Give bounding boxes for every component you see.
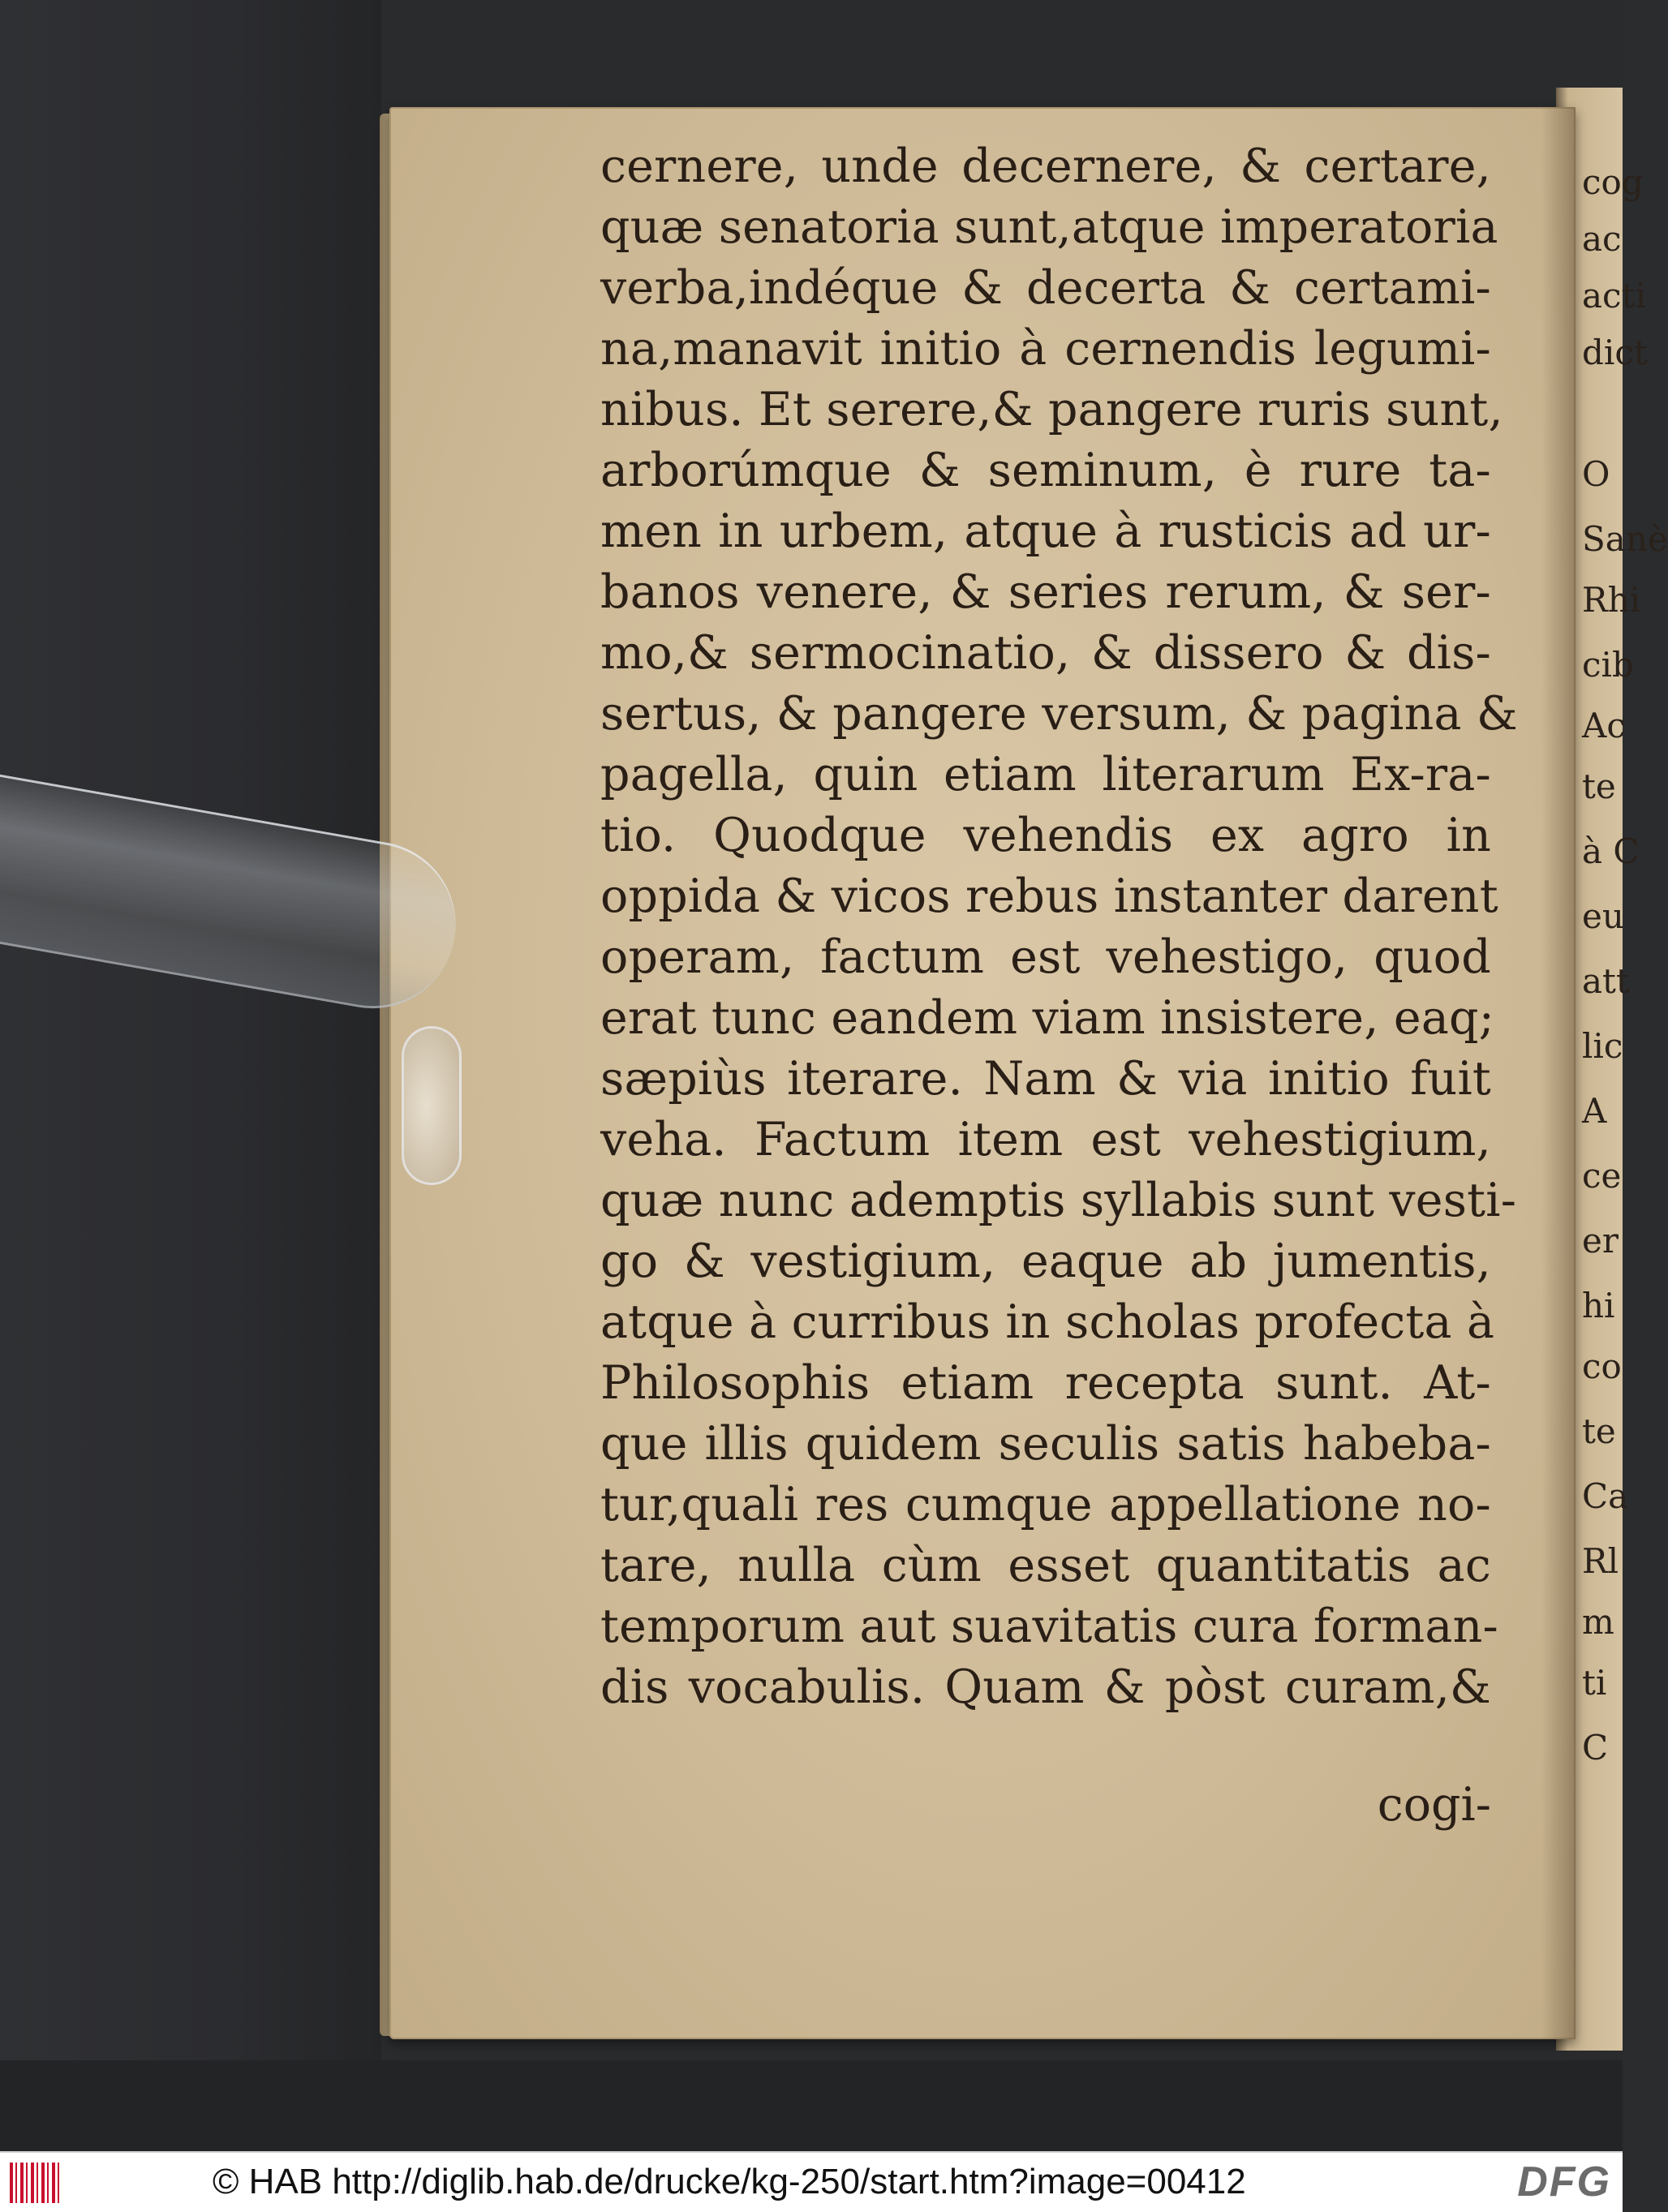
text-line: sæpiùs iterare. Nam & via initio fuit <box>600 1052 1491 1106</box>
facing-page-fragment: Ac <box>1582 706 1626 745</box>
facing-page-fragment: hi <box>1582 1286 1615 1325</box>
text-line: oppida & vicos rebus instanter darent <box>600 870 1498 923</box>
text-line: pagella, quin etiam literarum Ex-ra- <box>600 748 1491 801</box>
facing-page-fragment: dict <box>1582 333 1648 372</box>
text-line: banos venere, & series rerum, & ser- <box>600 565 1491 619</box>
footer-bar <box>0 2151 1623 2212</box>
facing-page-fragment: à C <box>1582 831 1640 871</box>
facing-page-fragment: C <box>1582 1728 1609 1767</box>
facing-page-fragment: Sanè <box>1582 519 1668 559</box>
text-line: quæ nunc ademptis syllabis sunt vesti- <box>600 1174 1517 1227</box>
facing-page-fragment: er <box>1582 1221 1619 1261</box>
text-line: que illis quidem seculis satis habeba- <box>600 1417 1491 1471</box>
facing-page-fragment: te <box>1582 1411 1616 1451</box>
text-line: operam, factum est vehestigo, quod <box>600 930 1491 984</box>
facing-page-fragment: acti <box>1582 276 1646 316</box>
text-line: tare, nulla cùm esset quantitatis ac <box>600 1539 1491 1592</box>
text-line: cernere, unde decernere, & certare, <box>600 140 1491 193</box>
text-line: atque à curribus in scholas profecta à <box>600 1295 1495 1349</box>
facing-page-fragment: co <box>1582 1347 1622 1386</box>
text-line: quæ senatoria sunt,atque imperatoria <box>600 200 1498 254</box>
text-line: dis vocabulis. Quam & pòst curam,& <box>600 1660 1491 1714</box>
text-line: tio. Quodque vehendis ex agro in <box>600 809 1491 862</box>
gutter-shadow <box>1541 107 1576 2039</box>
text-line: mo,& sermocinatio, & dissero & dis- <box>600 626 1491 680</box>
text-line: tur,quali res cumque appellatione no- <box>600 1478 1491 1531</box>
facing-page-fragment: m <box>1582 1602 1614 1642</box>
text-line: arborúmque & seminum, è rure ta- <box>600 444 1491 497</box>
facing-page-fragment: Rl <box>1582 1541 1619 1581</box>
facing-page-fragment: cog <box>1582 162 1644 202</box>
background-cloth <box>0 0 381 2151</box>
text-line: verba,indéque & decerta & certami- <box>600 261 1491 315</box>
glass-weight-tip <box>402 1026 462 1185</box>
text-line: na,manavit initio à cernendis legumi- <box>600 322 1491 376</box>
text-line: erat tunc eandem viam insistere, eaq; <box>600 991 1495 1045</box>
facing-page-fragment: O <box>1582 454 1610 494</box>
facing-page-fragment: ce <box>1582 1156 1622 1196</box>
dfg-logo: DFG <box>1517 2158 1611 2206</box>
text-line: nibus. Et serere,& pangere ruris sunt, <box>600 383 1503 436</box>
facing-page-fragment: att <box>1582 961 1630 1001</box>
page-text-block <box>600 136 1518 1718</box>
facing-page-fragment: te <box>1582 767 1616 806</box>
facing-page-fragment: A <box>1582 1091 1607 1131</box>
copyright-link[interactable]: © HAB http://diglib.hab.de/drucke/kg-250/start.htm?image=00412 <box>213 2162 1246 2201</box>
text-line: temporum aut suavitatis cura forman- <box>600 1600 1498 1653</box>
facing-page-fragment: cib <box>1582 645 1634 685</box>
text-line: sertus, & pangere versum, & pagina & <box>600 687 1518 741</box>
facing-page-fragment: ti <box>1582 1663 1607 1703</box>
facing-page-fragment: eu <box>1582 896 1624 936</box>
facing-page-fragment: Ca <box>1582 1476 1629 1516</box>
facing-page-fragment: Rhi <box>1582 580 1641 620</box>
facing-page-fragment: ac <box>1582 219 1622 259</box>
facing-page-fragment: lic <box>1582 1026 1623 1066</box>
text-line: go & vestigium, eaque ab jumentis, <box>600 1235 1491 1288</box>
background-bottom <box>0 2060 1623 2151</box>
catchword: cogi- <box>1377 1778 1491 1832</box>
text-line: men in urbem, atque à rusticis ad ur- <box>600 505 1491 558</box>
text-line: veha. Factum item est vehestigium, <box>600 1113 1491 1166</box>
text-line: Philosophis etiam recepta sunt. At- <box>600 1356 1491 1410</box>
library-barcode-icon <box>10 2163 60 2203</box>
